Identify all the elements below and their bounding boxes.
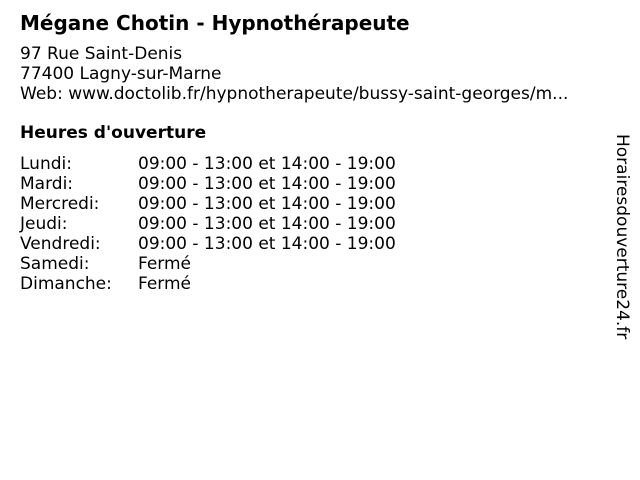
day-label: Vendredi: [20,234,101,254]
address-block [20,44,600,104]
website-link[interactable]: Web: www.doctolib.fr/hypnotherapeute/bussy-saint-georges/m... [20,84,569,104]
day-hours: 09:00 - 13:00 et 14:00 - 19:00 [138,174,396,194]
day-label: Mardi: [20,174,74,194]
business-card [20,10,600,294]
city-address: 77400 Lagny-sur-Marne [20,64,222,84]
hours-row-thursday [20,214,600,234]
hours-row-monday [20,154,600,174]
day-hours: 09:00 - 13:00 et 14:00 - 19:00 [138,214,396,234]
opening-hours-title: Heures d'ouverture [20,123,207,143]
business-name: Mégane Chotin - Hypnothérapeute [20,11,410,35]
day-label: Samedi: [20,254,90,274]
day-hours: Fermé [138,254,192,274]
day-label: Lundi: [20,154,72,174]
hours-row-wednesday [20,194,600,214]
street-address: 97 Rue Saint-Denis [20,44,183,64]
day-hours: Fermé [138,274,192,294]
hours-row-sunday [20,274,600,294]
day-hours: 09:00 - 13:00 et 14:00 - 19:00 [138,154,396,174]
opening-hours-table [20,154,600,294]
site-watermark: Horairesdouverture24.fr [612,134,632,340]
hours-row-saturday [20,254,600,274]
day-hours: 09:00 - 13:00 et 14:00 - 19:00 [138,194,396,214]
day-hours: 09:00 - 13:00 et 14:00 - 19:00 [138,234,396,254]
day-label: Dimanche: [20,274,112,294]
hours-row-tuesday [20,174,600,194]
day-label: Mercredi: [20,194,100,214]
day-label: Jeudi: [20,214,68,234]
hours-row-friday [20,234,600,254]
